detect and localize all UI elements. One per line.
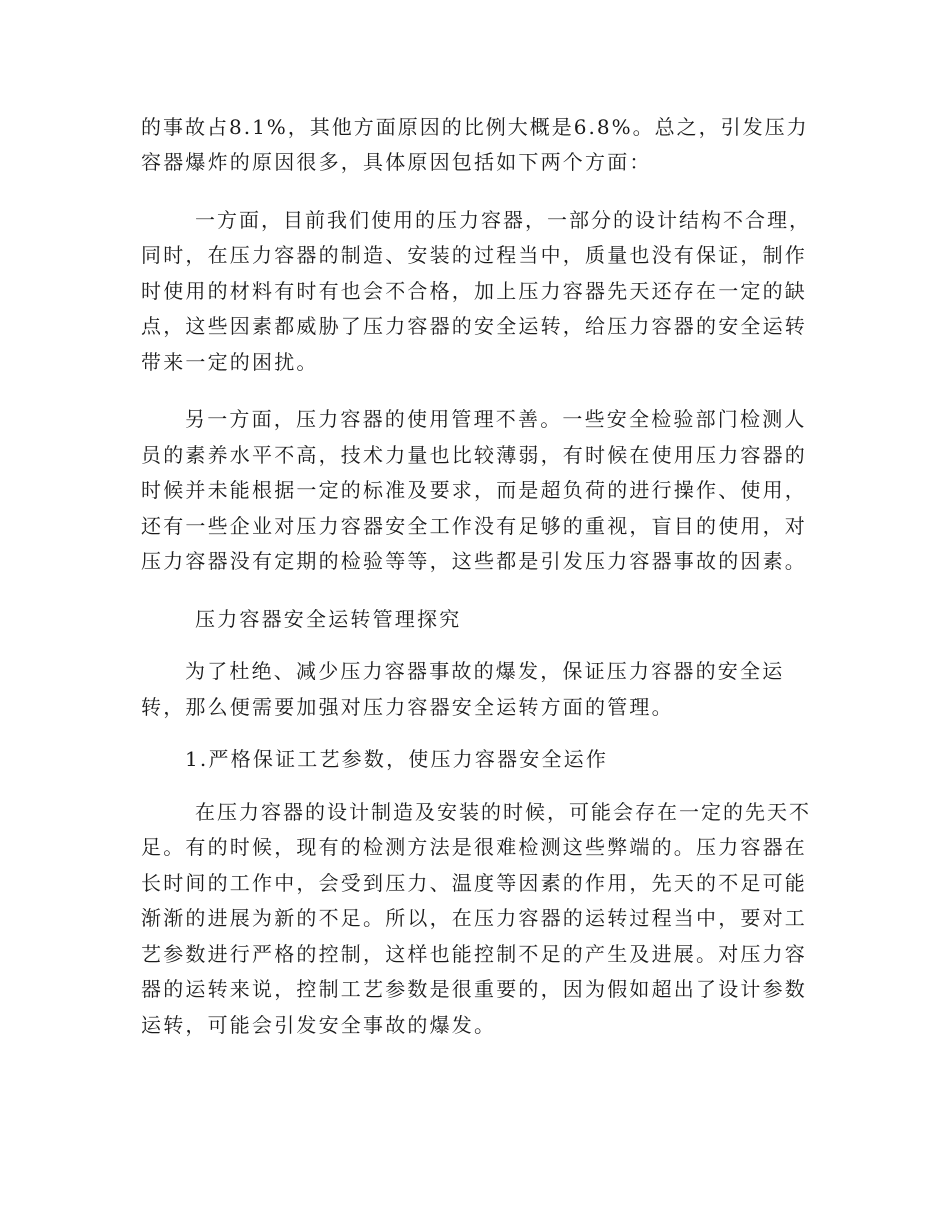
text-line: 的事故占8.1%，其他方面原因的比例大概是6.8%。总之，引发压力 [141,115,809,139]
text-line: 带来一定的困扰。 [141,350,319,374]
text-line: 点，这些因素都威胁了压力容器的安全运转，给压力容器的安全运转 [141,314,807,338]
text-line: 同时，在压力容器的制造、安装的过程当中，质量也没有保证，制作 [141,243,807,267]
text-line: 转，那么便需要加强对压力容器安全运转方面的管理。 [141,695,674,719]
text-line: 时使用的材料有时有也会不合格，加上压力容器先天还存在一定的缺 [141,279,807,303]
text-line: 艺参数进行严格的控制，这样也能控制不足的产生及进展。对压力容 [141,942,807,966]
text-line: 容器爆炸的原因很多，具体原因包括如下两个方面： [141,150,652,174]
text-line: 运转，可能会引发安全事故的爆发。 [141,1013,497,1037]
text-line: 还有一些企业对压力容器安全工作没有足够的重视，盲目的使用，对 [141,514,807,538]
text-line: 压力容器没有定期的检验等等，这些都是引发压力容器事故的因素。 [141,549,807,573]
heading-text: 1.严格保证工艺参数，使压力容器安全运作 [185,747,609,771]
text-line: 在压力容器的设计制造及安装的时候，可能会存在一定的先天不 [195,800,811,824]
text-line: 渐渐的进展为新的不足。所以，在压力容器的运转过程当中，要对工 [141,906,807,930]
heading-text: 压力容器安全运转管理探究 [195,607,462,631]
text-line: 器的运转来说，控制工艺参数是很重要的，因为假如超出了设计参数 [141,977,807,1001]
text-line: 足。有的时候，现有的检测方法是很难检测这些弊端的。压力容器在 [141,835,807,859]
text-line: 长时间的工作中，会受到压力、温度等因素的作用，先天的不足可能 [141,871,807,895]
text-line: 一方面，目前我们使用的压力容器，一部分的设计结构不合理， [195,208,811,232]
text-line: 为了杜绝、减少压力容器事故的爆发，保证压力容器的安全运 [185,659,785,683]
text-line: 另一方面，压力容器的使用管理不善。一些安全检验部门检测人 [185,407,807,431]
text-line: 员的素养水平不高，技术力量也比较薄弱，有时候在使用压力容器的 [141,443,807,467]
text-line: 时候并未能根据一定的标准及要求，而是超负荷的进行操作、使用， [141,478,807,502]
